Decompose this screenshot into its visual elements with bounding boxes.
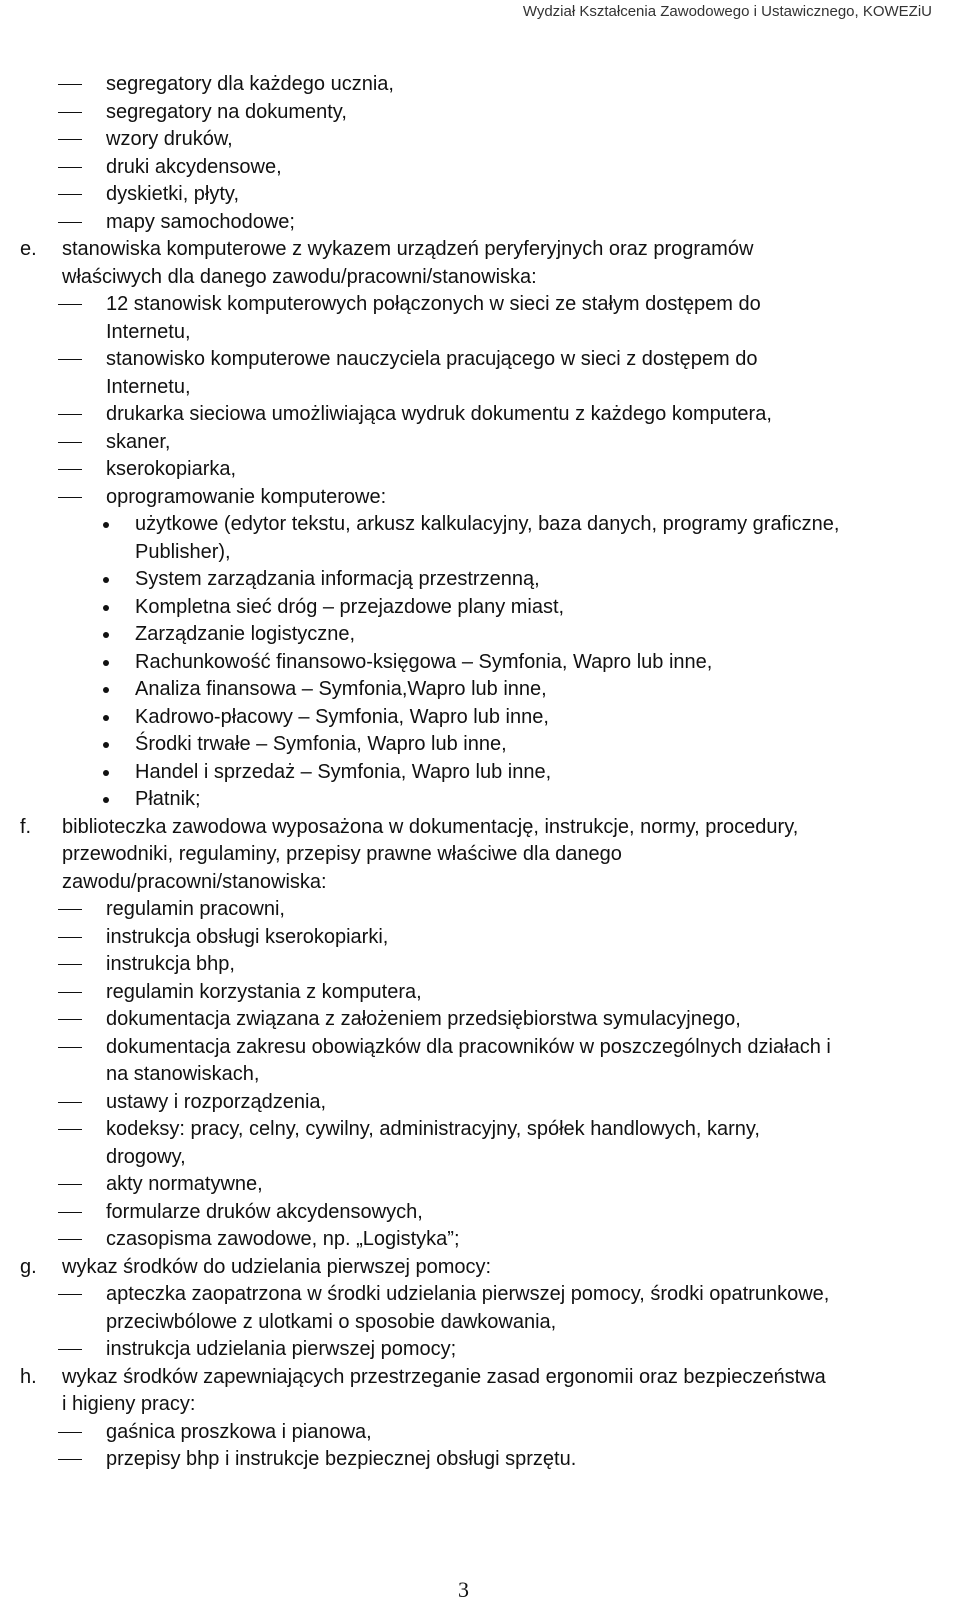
document-line bbox=[20, 1336, 960, 1364]
dash-bullet-icon bbox=[58, 1047, 82, 1048]
list-item-text: gaśnica proszkowa i pianowa, bbox=[106, 1420, 372, 1443]
list-item-text: instrukcja obsługi kserokopiarki, bbox=[106, 925, 389, 948]
document-line bbox=[20, 539, 960, 567]
document-line bbox=[20, 649, 960, 677]
document-line bbox=[20, 236, 960, 264]
section-continuation: właściwych dla danego zawodu/pracowni/stanowiska: bbox=[62, 265, 537, 288]
document-line bbox=[20, 99, 960, 127]
document-line bbox=[20, 429, 960, 457]
section-letter: e. bbox=[20, 238, 37, 260]
dash-bullet-icon bbox=[58, 937, 82, 938]
document-line bbox=[20, 1391, 960, 1419]
document-line bbox=[20, 456, 960, 484]
document-line bbox=[20, 1281, 960, 1309]
list-item-text: druki akcydensowe, bbox=[106, 155, 282, 178]
list-item-continuation: drogowy, bbox=[106, 1145, 186, 1168]
document-line bbox=[20, 264, 960, 292]
sub-item-text: Rachunkowość finansowo-księgowa – Symfonia, Wapro lub inne, bbox=[135, 650, 713, 673]
list-item-continuation: na stanowiskach, bbox=[106, 1063, 260, 1085]
document-line bbox=[20, 841, 960, 869]
section-heading-text: wykaz środków zapewniających przestrzeganie zasad ergonomii oraz bezpieczeństwa bbox=[62, 1365, 826, 1388]
section-continuation: zawodu/pracowni/stanowiska: bbox=[62, 870, 327, 893]
section-continuation: i higieny pracy: bbox=[62, 1393, 196, 1415]
list-item-continuation: przeciwbólowe z ulotkami o sposobie dawkowania, bbox=[106, 1310, 557, 1333]
dash-bullet-icon bbox=[58, 1294, 82, 1295]
document-line bbox=[20, 126, 960, 154]
list-item-text: mapy samochodowe; bbox=[106, 210, 295, 233]
section-heading-text: wykaz środków do udzielania pierwszej pomocy: bbox=[62, 1255, 492, 1278]
sub-item-text: Kadrowo-płacowy – Symfonia, Wapro lub inne, bbox=[135, 705, 549, 728]
section-heading-text: biblioteczka zawodowa wyposażona w dokumentację, instrukcje, normy, procedury, bbox=[62, 815, 799, 838]
dash-bullet-icon bbox=[58, 1432, 82, 1433]
document-line bbox=[20, 1116, 960, 1144]
sub-item-text: Kompletna sieć dróg – przejazdowe plany miast, bbox=[135, 595, 565, 618]
dash-bullet-icon bbox=[58, 304, 82, 305]
sub-item-text: Środki trwałe – Symfonia, Wapro lub inne, bbox=[135, 733, 507, 755]
document-line bbox=[20, 1309, 960, 1337]
dash-bullet-icon bbox=[58, 909, 82, 910]
document-line bbox=[20, 704, 960, 732]
document-line bbox=[20, 374, 960, 402]
sub-item-text: Zarządzanie logistyczne, bbox=[135, 623, 356, 645]
round-bullet-icon bbox=[103, 715, 109, 721]
sub-item-text: użytkowe (edytor tekstu, arkusz kalkulacyjny, baza danych, programy graficzne, bbox=[135, 513, 840, 535]
section-continuation: przewodniki, regulaminy, przepisy prawne właściwe dla danego bbox=[62, 843, 622, 865]
list-item-text: regulamin pracowni, bbox=[106, 898, 285, 920]
document-line bbox=[20, 951, 960, 979]
document-line bbox=[20, 594, 960, 622]
round-bullet-icon bbox=[103, 605, 109, 611]
document-line bbox=[20, 786, 960, 814]
document-line bbox=[20, 1226, 960, 1254]
dash-bullet-icon bbox=[58, 139, 82, 140]
section-heading-text: stanowiska komputerowe z wykazem urządzeń peryferyjnych oraz programów bbox=[62, 238, 754, 260]
document-line bbox=[20, 511, 960, 539]
dash-bullet-icon bbox=[58, 1212, 82, 1213]
list-item-continuation: Internetu, bbox=[106, 320, 191, 343]
list-item-text: formularze druków akcydensowych, bbox=[106, 1200, 423, 1223]
list-item-text: segregatory dla każdego ucznia, bbox=[106, 73, 394, 95]
sub-item-text: Handel i sprzedaż – Symfonia, Wapro lub inne, bbox=[135, 760, 552, 783]
section-letter: h. bbox=[20, 1365, 37, 1388]
list-item-text: czasopisma zawodowe, np. „Logistyka”; bbox=[106, 1228, 460, 1250]
list-item-text: przepisy bhp i instrukcje bezpiecznej obsługi sprzętu. bbox=[106, 1448, 577, 1470]
list-item-text: ustawy i rozporządzenia, bbox=[106, 1090, 327, 1113]
document-line bbox=[20, 1006, 960, 1034]
dash-bullet-icon bbox=[58, 1349, 82, 1350]
document-line bbox=[20, 924, 960, 952]
document-line bbox=[20, 759, 960, 787]
dash-bullet-icon bbox=[58, 112, 82, 113]
list-item-text: kserokopiarka, bbox=[106, 458, 237, 480]
list-item-text: stanowisko komputerowe nauczyciela pracującego w sieci z dostępem do bbox=[106, 348, 758, 370]
list-item-text: skaner, bbox=[106, 430, 171, 453]
document-line bbox=[20, 209, 960, 237]
list-item-text: drukarka sieciowa umożliwiająca wydruk dokumentu z każdego komputera, bbox=[106, 403, 772, 425]
section-letter: f. bbox=[20, 815, 32, 838]
dash-bullet-icon bbox=[58, 1184, 82, 1185]
dash-bullet-icon bbox=[58, 222, 82, 223]
document-line bbox=[20, 814, 960, 842]
sub-item-text: Płatnik; bbox=[135, 788, 201, 810]
round-bullet-icon bbox=[103, 687, 109, 693]
sub-item-continuation: Publisher), bbox=[135, 540, 231, 563]
dash-bullet-icon bbox=[58, 1239, 82, 1240]
document-line bbox=[20, 319, 960, 347]
dash-bullet-icon bbox=[58, 194, 82, 195]
dash-bullet-icon bbox=[58, 1129, 82, 1130]
document-line bbox=[20, 1061, 960, 1089]
list-item-text: 12 stanowisk komputerowych połączonych w sieci ze stałym dostępem do bbox=[106, 293, 761, 315]
dash-bullet-icon bbox=[58, 497, 82, 498]
document-line bbox=[20, 621, 960, 649]
document-line bbox=[20, 979, 960, 1007]
list-item-text: instrukcja bhp, bbox=[106, 953, 235, 975]
list-item-text: dyskietki, płyty, bbox=[106, 183, 239, 205]
sub-item-text: Analiza finansowa – Symfonia,Wapro lub inne, bbox=[135, 678, 547, 700]
round-bullet-icon bbox=[103, 660, 109, 666]
dash-bullet-icon bbox=[58, 1102, 82, 1103]
dash-bullet-icon bbox=[58, 1019, 82, 1020]
round-bullet-icon bbox=[103, 770, 109, 776]
list-item-text: akty normatywne, bbox=[106, 1173, 263, 1195]
document-line bbox=[20, 676, 960, 704]
list-item-text: oprogramowanie komputerowe: bbox=[106, 485, 387, 508]
document-line bbox=[20, 1089, 960, 1117]
document-line bbox=[20, 154, 960, 182]
document-line bbox=[20, 401, 960, 429]
document-line bbox=[20, 896, 960, 924]
dash-bullet-icon bbox=[58, 442, 82, 443]
list-item-text: kodeksy: pracy, celny, cywilny, administracyjny, spółek handlowych, karny, bbox=[106, 1118, 760, 1140]
round-bullet-icon bbox=[103, 522, 109, 528]
document-line bbox=[20, 1144, 960, 1172]
list-item-text: dokumentacja zakresu obowiązków dla pracowników w poszczególnych działach i bbox=[106, 1035, 831, 1058]
dash-bullet-icon bbox=[58, 167, 82, 168]
dash-bullet-icon bbox=[58, 359, 82, 360]
round-bullet-icon bbox=[103, 797, 109, 803]
list-item-text: regulamin korzystania z komputera, bbox=[106, 980, 422, 1003]
section-letter: g. bbox=[20, 1255, 37, 1278]
dash-bullet-icon bbox=[58, 414, 82, 415]
dash-bullet-icon bbox=[58, 1459, 82, 1460]
document-body bbox=[20, 71, 960, 1474]
document-line bbox=[20, 1171, 960, 1199]
list-item-text: dokumentacja związana z założeniem przedsiębiorstwa symulacyjnego, bbox=[106, 1008, 741, 1030]
dash-bullet-icon bbox=[58, 84, 82, 85]
list-item-text: apteczka zaopatrzona w środki udzielania pierwszej pomocy, środki opatrunkowe, bbox=[106, 1283, 830, 1305]
sub-item-text: System zarządzania informacją przestrzenną, bbox=[135, 568, 540, 590]
document-line bbox=[20, 291, 960, 319]
list-item-text: instrukcja udzielania pierwszej pomocy; bbox=[106, 1338, 457, 1360]
list-item-text: wzory druków, bbox=[106, 128, 233, 150]
dash-bullet-icon bbox=[58, 469, 82, 470]
document-line bbox=[20, 1034, 960, 1062]
document-line bbox=[20, 731, 960, 759]
document-line bbox=[20, 346, 960, 374]
round-bullet-icon bbox=[103, 742, 109, 748]
document-line bbox=[20, 1364, 960, 1392]
document-line bbox=[20, 71, 960, 99]
document-line bbox=[20, 181, 960, 209]
document-line bbox=[20, 1254, 960, 1282]
round-bullet-icon bbox=[103, 577, 109, 583]
page-number: 3 bbox=[458, 1577, 469, 1602]
document-line bbox=[20, 869, 960, 897]
dash-bullet-icon bbox=[58, 964, 82, 965]
document-line bbox=[20, 566, 960, 594]
dash-bullet-icon bbox=[58, 992, 82, 993]
list-item-continuation: Internetu, bbox=[106, 375, 191, 398]
document-line bbox=[20, 1199, 960, 1227]
document-line bbox=[20, 1419, 960, 1447]
round-bullet-icon bbox=[103, 632, 109, 638]
page-header: Wydział Kształcenia Zawodowego i Ustawicznego, KOWEZiU bbox=[522, 3, 932, 20]
document-line bbox=[20, 1446, 960, 1474]
document-line bbox=[20, 484, 960, 512]
list-item-text: segregatory na dokumenty, bbox=[106, 100, 347, 123]
